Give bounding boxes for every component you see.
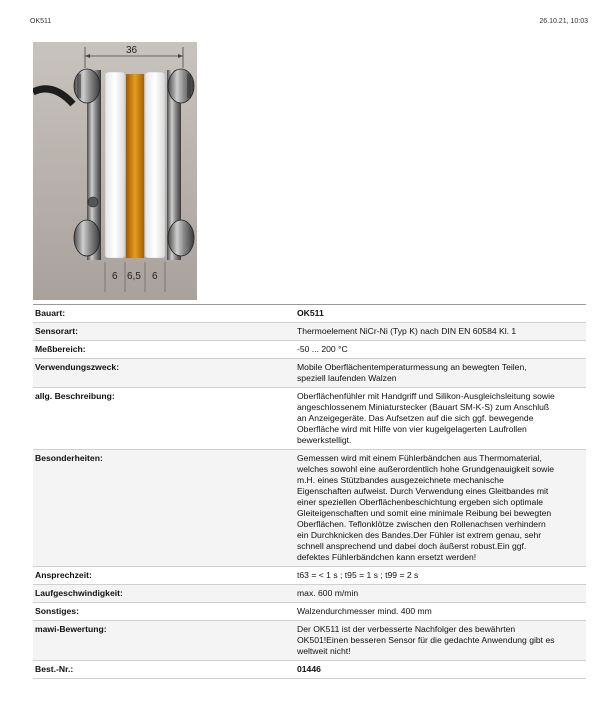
spec-label: Sensorart: (35, 326, 78, 336)
spec-value: t63 = < 1 s ; t95 = 1 s ; t99 = 2 s (297, 570, 419, 580)
spec-value: Der OK511 ist der verbesserte Nachfolger des bewährten OK501!Einen besseren Sensor für die gedachte Anwendung gibt es weltweit nicht! (297, 624, 555, 656)
spec-value: Thermoelement NiCr-Ni (Typ K) nach DIN EN 60584 Kl. 1 (297, 326, 517, 336)
print-date: 26.10.21, 10:03 (539, 18, 588, 25)
spec-row-bestellnummer (33, 661, 586, 679)
spec-row-verwendungszweck (33, 359, 586, 388)
product-code: OK511 (30, 18, 52, 25)
spec-value: Mobile Oberflächentemperaturmessung an bewegten Teilen, speziell laufenden Walzen (297, 362, 527, 383)
spec-value: 01446 (297, 664, 321, 674)
spec-label: mawi-Bewertung: (35, 624, 107, 634)
spec-row-bauart (33, 305, 586, 323)
spec-row-besonderheiten (33, 450, 586, 567)
spec-label: Sonstiges: (35, 606, 79, 616)
spec-value: -50 ... 200 °C (297, 344, 348, 354)
product-photo (33, 42, 197, 300)
dimension-bottom-label-1: 6 (112, 271, 118, 282)
spec-label: Verwendungszweck: (35, 362, 120, 372)
spec-table (33, 304, 586, 679)
spec-value: Oberflächenfühler mit Handgriff und Silikon-Ausgleichsleitung sowie angeschlossenem Miniaturstecker (Bauart SM-K-S) zum Anschluß an Anzeigegeräte. Das Aufsetzen auf die sich ggf. bewegende Oberfläche wird mit Hilfe von vier kugelgelagerten Laufrollen bewerkstelligt. (297, 391, 555, 445)
dimension-bottom-label-2: 6,5 (127, 271, 141, 282)
dimension-top-label: 36 (126, 45, 138, 56)
spec-label: allg. Beschreibung: (35, 391, 115, 401)
spec-row-sonstiges (33, 603, 586, 621)
spec-label: Laufgeschwindigkeit: (35, 588, 123, 598)
spec-row-beschreibung (33, 388, 586, 450)
spec-value: max. 600 m/min (297, 588, 359, 598)
spec-row-sensorart (33, 323, 586, 341)
spec-label: Meßbereich: (35, 344, 86, 354)
spec-row-messbereich (33, 341, 586, 359)
spec-label: Best.-Nr.: (35, 664, 74, 674)
spec-row-ansprechzeit (33, 567, 586, 585)
spec-row-laufgeschwindigkeit (33, 585, 586, 603)
spec-value: Gemessen wird mit einem Fühlerbändchen aus Thermomaterial, welches sowohl eine außerordentlich hohe Grundgenauigkeit sowie m.H. eines Stützbandes ausgezeichnete mechanische Eigenschaften aufweist. Durch Verwendung eines Gleitbandes mit einer speziellen Oberflächenbeschichtung ergeben sich optimale Gleiteigenschaften und somit eine minimale Reibung bei bewegten Oberflächen. Teflonklötze zwischen den Rollenachsen verhindern ein Durchknicken des Bandes.Der Fühler ist extrem genau, sehr schnell ansprechend und dabei doch äußerst robust.Ein ggf. defektes Fühlerbändchen kann ersetzt werden! (297, 453, 555, 562)
spec-label: Ansprechzeit: (35, 570, 92, 580)
spec-label: Besonderheiten: (35, 453, 103, 463)
spec-value: Walzendurchmesser mind. 400 mm (297, 606, 432, 616)
dimension-bottom-label-3: 6 (152, 271, 158, 282)
page-header (0, 0, 600, 38)
spec-value: OK511 (297, 308, 324, 318)
spec-label: Bauart: (35, 308, 66, 318)
spec-row-bewertung (33, 621, 586, 661)
